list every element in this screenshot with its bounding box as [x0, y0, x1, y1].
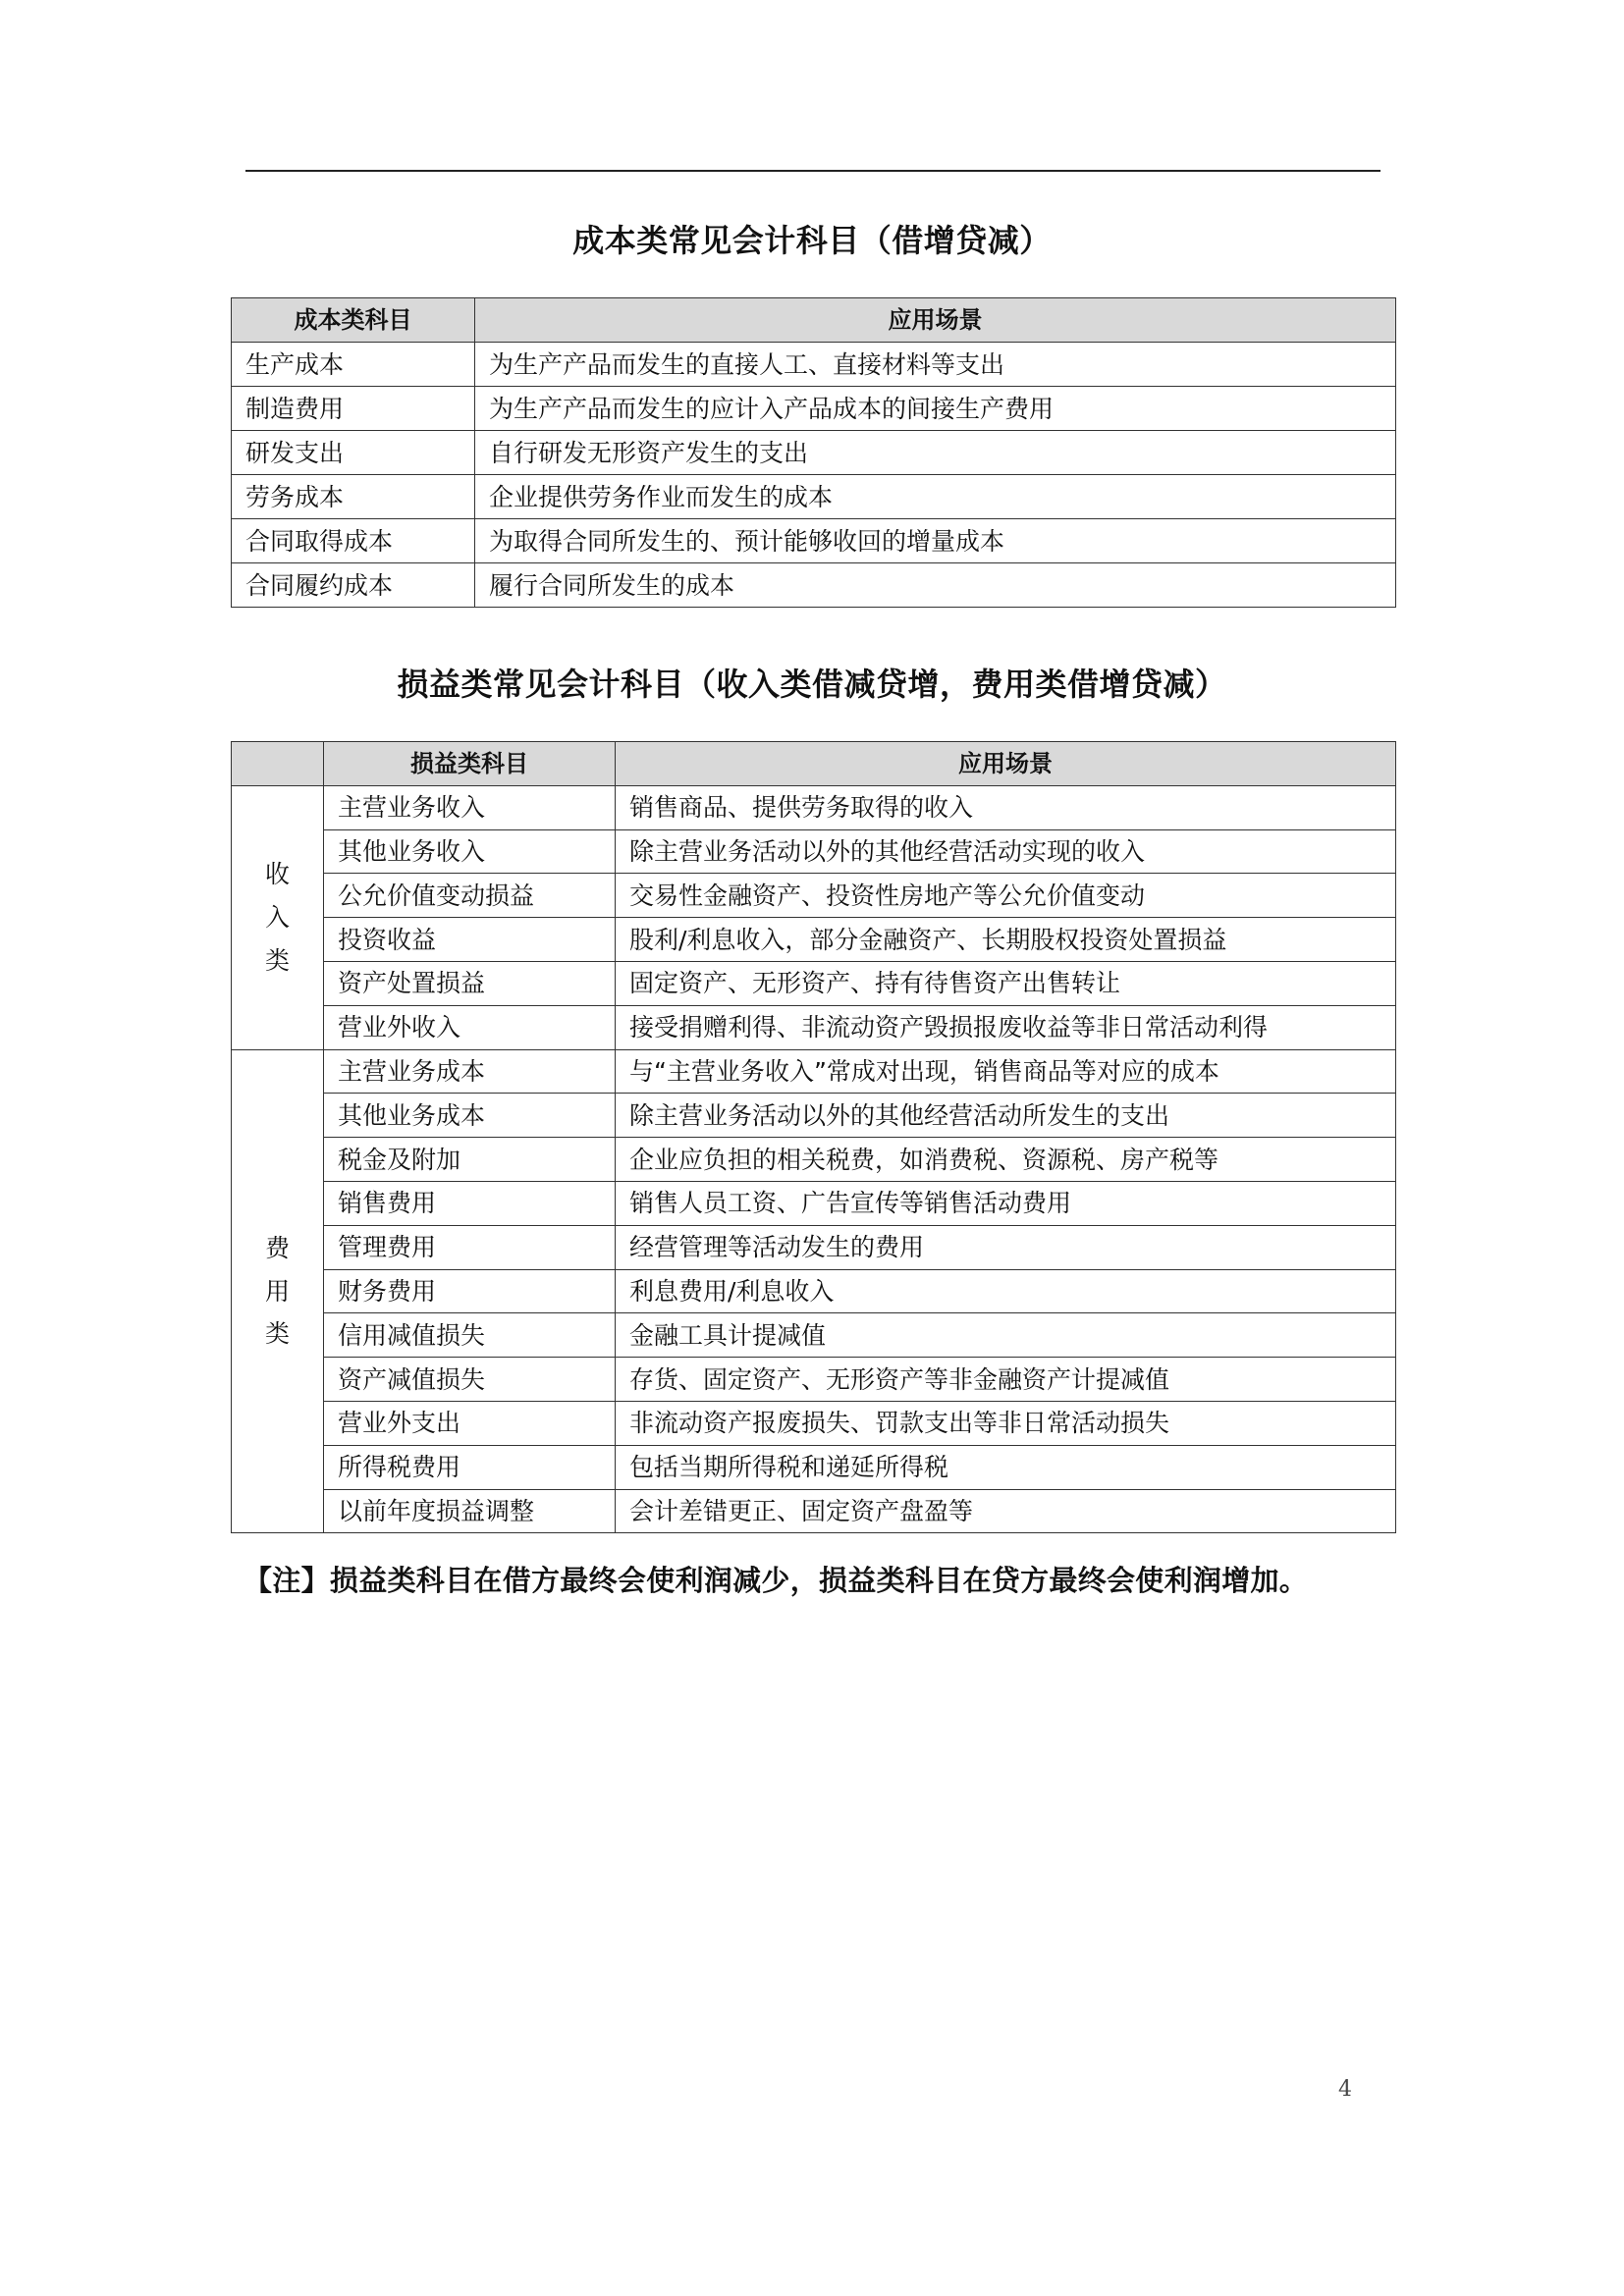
scenario-cell: 销售人员工资、广告宣传等销售活动费用: [616, 1181, 1396, 1225]
scenario-cell: 企业应负担的相关税费，如消费税、资源税、房产税等: [616, 1138, 1396, 1182]
subject-cell: 营业外支出: [324, 1401, 616, 1445]
scenario-cell: 除主营业务活动以外的其他经营活动所发生的支出: [616, 1094, 1396, 1138]
scenario-cell: 履行合同所发生的成本: [475, 563, 1396, 608]
table-row: [232, 519, 1396, 563]
table-row: [232, 1138, 1396, 1182]
scenario-cell: 为生产产品而发生的应计入产品成本的间接生产费用: [475, 387, 1396, 431]
scenario-cell: 固定资产、无形资产、持有待售资产出售转让: [616, 961, 1396, 1005]
column-header-subject: 成本类科目: [232, 298, 475, 343]
table-header-row: [232, 742, 1396, 786]
group-label: 费用类: [264, 1233, 290, 1349]
footnote: 【注】损益类科目在借方最终会使利润减少，损益类科目在贷方最终会使利润增加。: [244, 1564, 1309, 1597]
page-number: 4: [1338, 2077, 1352, 2102]
table-row: [232, 829, 1396, 874]
subject-cell: 合同取得成本: [232, 519, 475, 563]
column-header-scenario: 应用场景: [475, 298, 1396, 343]
group-label-cell: [232, 785, 324, 1049]
table-row: [232, 1358, 1396, 1402]
profit-loss-subjects-table: [231, 741, 1396, 1533]
subject-cell: 其他业务收入: [324, 829, 616, 874]
scenario-cell: 股利/利息收入，部分金融资产、长期股权投资处置损益: [616, 918, 1396, 962]
table-row: [232, 961, 1396, 1005]
group-label-cell: [232, 1049, 324, 1533]
subject-cell: 研发支出: [232, 431, 475, 475]
cost-section-title: 成本类常见会计科目（借增贷减）: [572, 222, 1052, 259]
scenario-cell: 包括当期所得税和递延所得税: [616, 1445, 1396, 1489]
table-row: [232, 1445, 1396, 1489]
scenario-cell: 存货、固定资产、无形资产等非金融资产计提减值: [616, 1358, 1396, 1402]
table-row: [232, 563, 1396, 608]
scenario-cell: 除主营业务活动以外的其他经营活动实现的收入: [616, 829, 1396, 874]
subject-cell: 合同履约成本: [232, 563, 475, 608]
subject-cell: 销售费用: [324, 1181, 616, 1225]
subject-cell: 财务费用: [324, 1269, 616, 1313]
table-row: [232, 1225, 1396, 1269]
scenario-cell: 为生产产品而发生的直接人工、直接材料等支出: [475, 343, 1396, 387]
subject-cell: 税金及附加: [324, 1138, 616, 1182]
scenario-cell: 销售商品、提供劳务取得的收入: [616, 785, 1396, 829]
table-row: [232, 1005, 1396, 1049]
subject-cell: 制造费用: [232, 387, 475, 431]
table-row: [232, 1181, 1396, 1225]
subject-cell: 主营业务收入: [324, 785, 616, 829]
subject-cell: 主营业务成本: [324, 1049, 616, 1094]
subject-cell: 管理费用: [324, 1225, 616, 1269]
subject-cell: 劳务成本: [232, 475, 475, 519]
pl-section-title: 损益类常见会计科目（收入类借减贷增，费用类借增贷减）: [397, 666, 1227, 703]
scenario-cell: 自行研发无形资产发生的支出: [475, 431, 1396, 475]
subject-cell: 资产减值损失: [324, 1358, 616, 1402]
table-row: [232, 387, 1396, 431]
table-row: [232, 1401, 1396, 1445]
table-header-row: [232, 298, 1396, 343]
table-row: [232, 785, 1396, 829]
subject-cell: 所得税费用: [324, 1445, 616, 1489]
subject-cell: 营业外收入: [324, 1005, 616, 1049]
subject-cell: 以前年度损益调整: [324, 1489, 616, 1533]
scenario-cell: 为取得合同所发生的、预计能够收回的增量成本: [475, 519, 1396, 563]
column-header-subject: 损益类科目: [324, 742, 616, 786]
scenario-cell: 会计差错更正、固定资产盘盈等: [616, 1489, 1396, 1533]
subject-cell: 其他业务成本: [324, 1094, 616, 1138]
column-header-group: [232, 742, 324, 786]
table-row: [232, 1049, 1396, 1094]
table-row: [232, 1489, 1396, 1533]
table-row: [232, 918, 1396, 962]
scenario-cell: 利息费用/利息收入: [616, 1269, 1396, 1313]
subject-cell: 信用减值损失: [324, 1313, 616, 1358]
cost-subjects-table: [231, 297, 1396, 608]
table-row: [232, 343, 1396, 387]
table-row: [232, 874, 1396, 918]
table-row: [232, 1094, 1396, 1138]
subject-cell: 投资收益: [324, 918, 616, 962]
subject-cell: 资产处置损益: [324, 961, 616, 1005]
subject-cell: 生产成本: [232, 343, 475, 387]
table-row: [232, 475, 1396, 519]
scenario-cell: 接受捐赠利得、非流动资产毁损报废收益等非日常活动利得: [616, 1005, 1396, 1049]
table-row: [232, 431, 1396, 475]
scenario-cell: 企业提供劳务作业而发生的成本: [475, 475, 1396, 519]
group-label: 收入类: [264, 860, 290, 975]
scenario-cell: 与“主营业务收入”常成对出现，销售商品等对应的成本: [616, 1049, 1396, 1094]
table-row: [232, 1269, 1396, 1313]
scenario-cell: 金融工具计提减值: [616, 1313, 1396, 1358]
scenario-cell: 非流动资产报废损失、罚款支出等非日常活动损失: [616, 1401, 1396, 1445]
header-rule: [245, 170, 1380, 172]
subject-cell: 公允价值变动损益: [324, 874, 616, 918]
scenario-cell: 交易性金融资产、投资性房地产等公允价值变动: [616, 874, 1396, 918]
scenario-cell: 经营管理等活动发生的费用: [616, 1225, 1396, 1269]
column-header-scenario: 应用场景: [616, 742, 1396, 786]
table-row: [232, 1313, 1396, 1358]
